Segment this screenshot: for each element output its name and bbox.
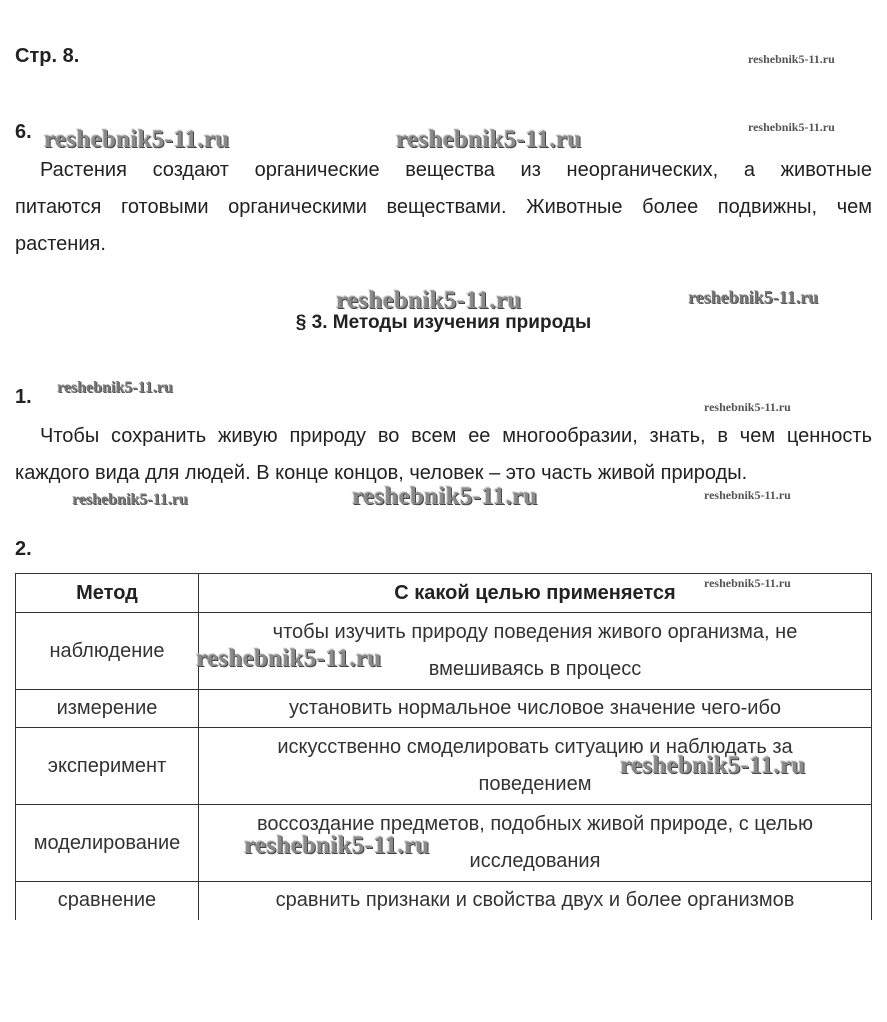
methods-table <box>15 573 872 920</box>
watermark: reshebnik5-11.ru <box>704 576 791 590</box>
watermark: reshebnik5-11.ru <box>688 287 819 307</box>
purpose-line: поведением <box>478 773 592 795</box>
watermark: reshebnik5-11.ru <box>196 645 382 672</box>
watermark: reshebnik5-11.ru <box>352 483 538 510</box>
watermark: reshebnik5-11.ru <box>57 379 173 396</box>
task-6-text-line-3: растения. <box>15 233 106 255</box>
method-cell: эксперимент <box>16 728 199 805</box>
purpose-cell: сравнить признаки и свойства двух и более организмов <box>199 882 872 920</box>
watermark: reshebnik5-11.ru <box>244 832 430 859</box>
purpose-line: исследования <box>469 850 601 872</box>
watermark: reshebnik5-11.ru <box>72 491 188 508</box>
task-2-number: 2. <box>15 538 32 560</box>
table-row <box>16 805 872 882</box>
method-cell: моделирование <box>16 805 199 882</box>
column-header-method: Метод <box>16 574 199 613</box>
section-title: § 3. Методы изучения природы <box>295 312 592 333</box>
watermark: reshebnik5-11.ru <box>704 488 791 502</box>
purpose-line: воссоздание предметов, подобных живой природе, с целью <box>256 813 814 835</box>
method-cell: сравнение <box>16 882 199 920</box>
watermark: reshebnik5-11.ru <box>620 752 806 779</box>
watermark: reshebnik5-11.ru <box>396 126 582 153</box>
purpose-cell: установить нормальное числовое значение чего-ибо <box>199 690 872 728</box>
task-1-text-line-1: Чтобы сохранить живую природу во всем ее многообразии, знать, в чем ценность <box>40 425 872 447</box>
watermark: reshebnik5-11.ru <box>748 52 835 66</box>
watermark: reshebnik5-11.ru <box>748 120 835 134</box>
method-cell: наблюдение <box>16 613 199 690</box>
task-1-number: 1. <box>15 386 32 408</box>
method-cell: измерение <box>16 690 199 728</box>
task-6-number: 6. <box>15 121 32 143</box>
column-header-purpose-label: С какой целью применяется <box>394 581 676 604</box>
table-row <box>16 690 872 728</box>
task-6-text-line-2: питаются готовыми органическими веществами. Животные более подвижны, чем <box>15 196 872 218</box>
table-row <box>16 613 872 690</box>
watermark: reshebnik5-11.ru <box>44 126 230 153</box>
task-6-text-line-1: Растения создают органические вещества из неорганических, а животные <box>40 159 872 181</box>
task-1-text-line-2: каждого вида для людей. В конце концов, человек – это часть живой природы. <box>15 462 748 484</box>
page-reference: Стр. 8. <box>15 45 80 67</box>
purpose-line: чтобы изучить природу поведения живого организма, не <box>272 621 798 643</box>
purpose-line: вмешиваясь в процесс <box>428 658 642 680</box>
table-row <box>16 882 872 920</box>
watermark: reshebnik5-11.ru <box>704 400 791 414</box>
purpose-line: искусственно смоделировать ситуацию и наблюдать за <box>277 736 793 758</box>
watermark: reshebnik5-11.ru <box>336 287 522 314</box>
